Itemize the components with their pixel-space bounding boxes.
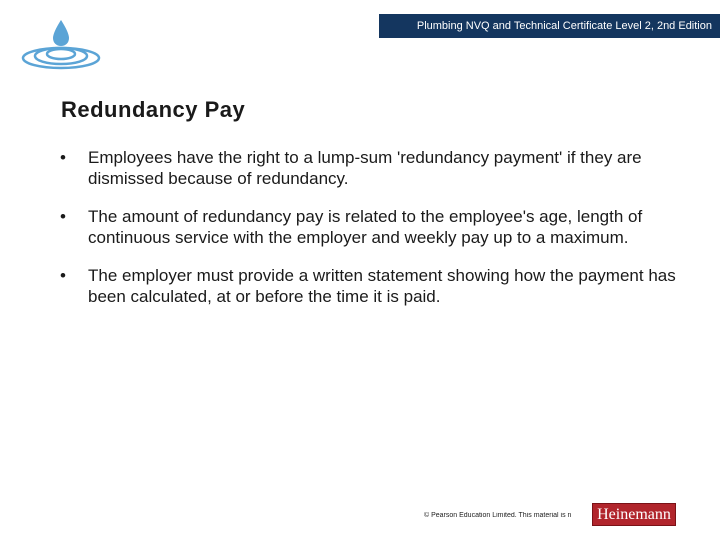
bullet-text: The amount of redundancy pay is related to the employee's age, length of continuous service with the employer and weekly pay up to a maximum. bbox=[88, 207, 643, 247]
water-drop-logo-icon bbox=[18, 18, 104, 70]
copyright-notice: © Pearson Education Limited. This material is n bbox=[424, 512, 572, 519]
bullet-dot: • bbox=[60, 207, 66, 226]
bullet-text: Employees have the right to a lump-sum 'redundancy payment' if they are dismissed because of redundancy. bbox=[88, 148, 642, 188]
course-title-bar bbox=[379, 14, 720, 38]
slide-title: Redundancy Pay bbox=[61, 97, 246, 122]
heinemann-logo bbox=[592, 503, 676, 526]
bullet-item bbox=[60, 206, 685, 248]
bullet-list bbox=[60, 147, 685, 324]
bullet-text: The employer must provide a written statement showing how the payment has been calculated, at or before the time it is paid. bbox=[88, 266, 676, 306]
bullet-item bbox=[60, 147, 685, 189]
publisher-logo-text: Heinemann bbox=[597, 506, 671, 523]
course-title: Plumbing NVQ and Technical Certificate Level 2, 2nd Edition bbox=[416, 20, 712, 32]
bullet-dot: • bbox=[60, 148, 66, 167]
bullet-item bbox=[60, 265, 685, 307]
bullet-dot: • bbox=[60, 266, 66, 285]
